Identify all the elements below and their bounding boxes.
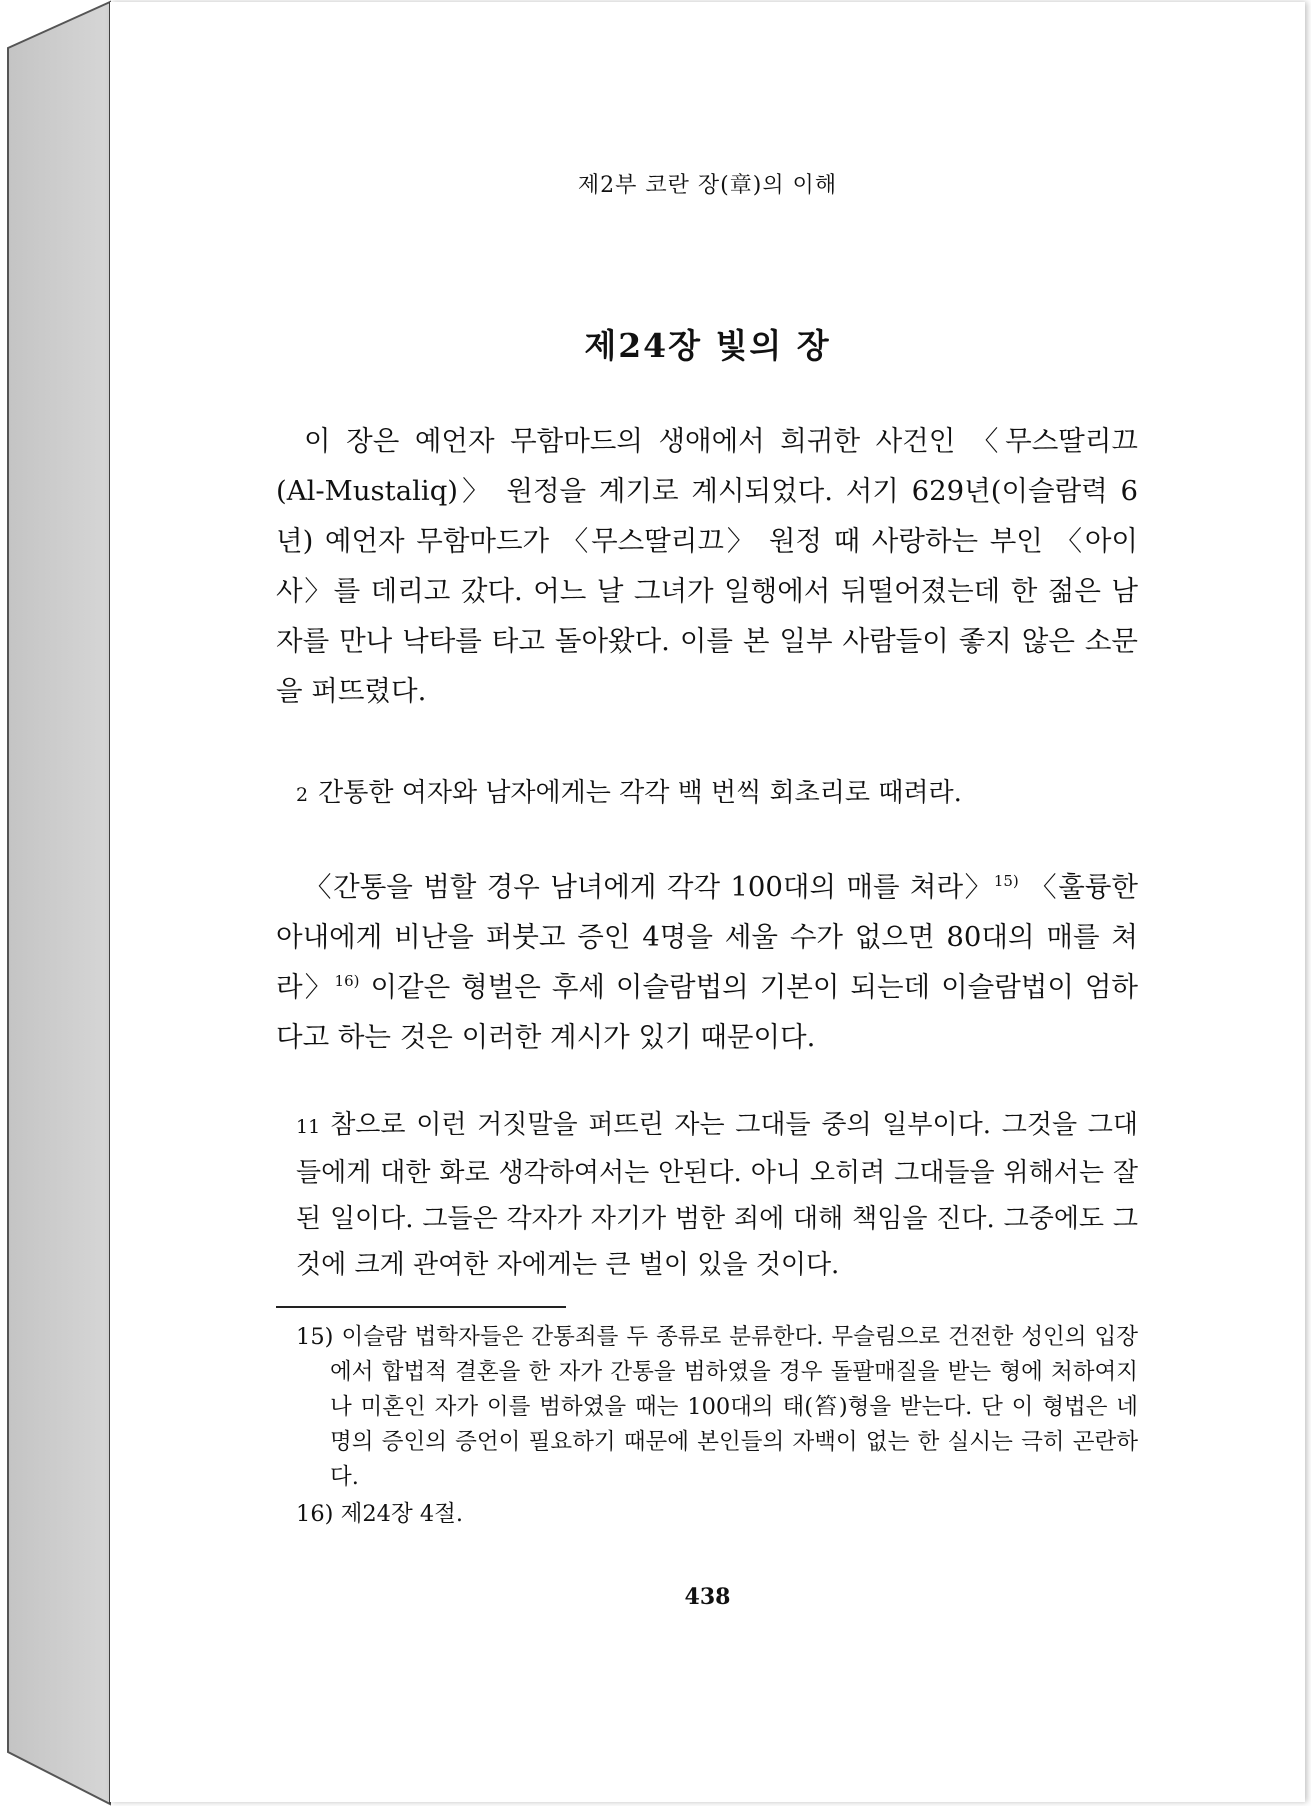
footnote-marker: 15) [296, 1324, 334, 1350]
chapter-title: 제24장 빛의 장 [584, 326, 831, 365]
commentary-part-2: 〈훌륭한 아내에게 비난을 퍼붓고 증인 4명을 세울 수가 없으면 80대의 매를 쳐라〉 [276, 871, 1138, 1003]
verse-text: 간통한 여자와 남자에게는 각각 백 번씩 회초리로 때려라. [318, 778, 962, 808]
footnote-divider [276, 1306, 566, 1308]
verse-number: 2 [296, 784, 309, 806]
verse-11 [296, 1102, 1138, 1288]
verse-text: 참으로 이런 거짓말을 퍼뜨린 자는 그대들 중의 일부이다. 그것을 그대들에게 대한 화로 생각하여서는 안된다. 아니 오히려 그대들을 위해서는 잘된 일이다. 그들은 각자가 자기가 범한 죄에 대해 책임을 진다. 그중에도 그것에 크게 관여한 자에게는 큰 벌이 있을 것이다. [296, 1110, 1138, 1280]
intro-paragraph: 이 장은 예언자 무함마드의 생애에서 희귀한 사건인 〈무스딸리끄 (Al-Mustaliq)〉 원정을 계기로 계시되었다. 서기 629년(이슬람력 6년) 예언자 무함마드가 〈무스딸리끄〉 원정 때 사랑하는 부인 〈아이사〉를 데리고 갔다. 어느 날 그녀가 일행에서 뒤떨어졌는데 한 젊은 남자를 만나 낙타를 타고 돌아왔다. 이를 본 일부 사람들이 좋지 않은 소문을 퍼뜨렸다. [276, 425, 1138, 707]
verse-number: 11 [296, 1116, 321, 1138]
commentary-part-3: 이같은 형벌은 후세 이슬람법의 기본이 되는데 이슬람법이 엄하다고 하는 것은 이러한 계시가 있기 때문이다. [276, 971, 1138, 1053]
footnote-ref-15: 15) [993, 871, 1019, 890]
footnote-15 [296, 1320, 1138, 1495]
footnote-text: 제24장 4절. [340, 1501, 464, 1527]
page-number: 438 [684, 1584, 731, 1610]
footnote-ref-16: 16) [334, 971, 360, 990]
commentary-part-1: 〈간통을 범할 경우 남녀에게 각각 100대의 매를 쳐라〉 [304, 871, 994, 903]
footnote-text: 이슬람 법학자들은 간통죄를 두 종류로 분류한다. 무슬림으로 건전한 성인의 입장에서 합법적 결혼을 한 자가 간통을 범하였을 경우 돌팔매질을 받는 형에 처하여지나 미혼인 자가 이를 범하였을 때는 100대의 태(笞)형을 받는다. 단 이 형법은 네 명의 증인의 증언이 필요하기 때문에 본인들의 자백이 없는 한 실시는 극히 곤란하다. [330, 1324, 1139, 1490]
verse-2 [296, 770, 1138, 818]
footnote-16 [296, 1497, 1138, 1532]
footnote-marker: 16) [296, 1501, 334, 1527]
running-head: 제2부 코란 장(章)의 이해 [577, 173, 838, 198]
commentary-paragraph [276, 862, 1138, 1062]
book-page [110, 2, 1305, 1802]
